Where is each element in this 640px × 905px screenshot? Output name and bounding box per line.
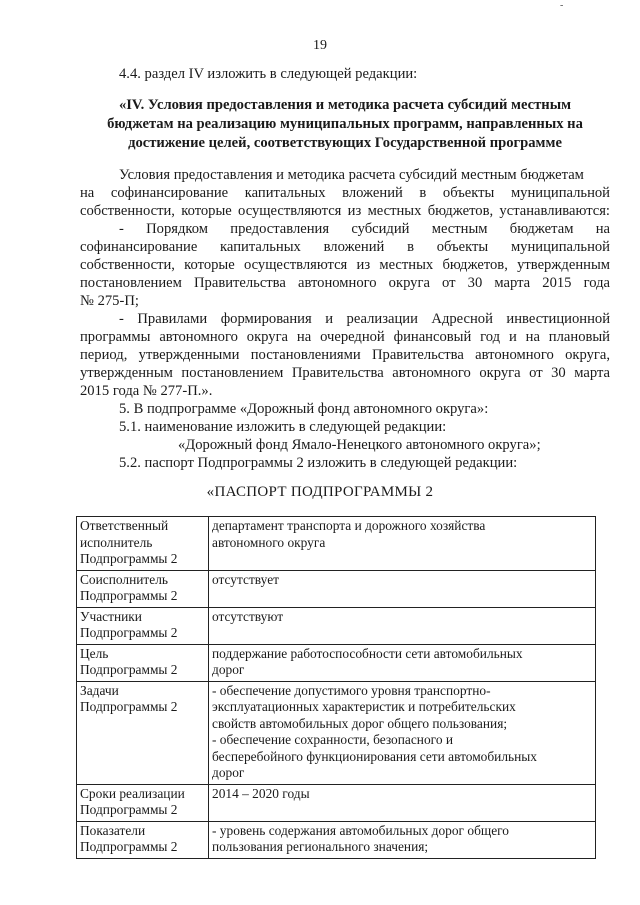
row-label-line: Показатели — [80, 822, 146, 838]
body-line: постановлением Правительства автономного округа от 30 марта 2015 года — [80, 275, 610, 291]
row-label-cell — [77, 607, 209, 644]
row-value-line: - уровень содержания автомобильных дорог общего — [212, 822, 509, 838]
row-label-cell — [77, 784, 209, 821]
page-number: 19 — [313, 38, 327, 53]
row-label-cell — [77, 821, 209, 858]
intro-line: 4.4. раздел IV изложить в следующей редакции: — [119, 66, 418, 82]
row-value-line: дорог — [212, 662, 245, 677]
body-line: утвержденным постановлением Правительства автономного округа от 30 марта — [80, 365, 610, 381]
row-value-line: автономного округа — [212, 534, 326, 550]
body-line: программы автономного округа на очередной финансовый год и на плановый — [80, 329, 610, 345]
body-line: собственности, которые осуществляются из местных бюджетов, устанавливаются: — [80, 203, 610, 219]
table-row — [77, 517, 596, 571]
heading-line: достижение целей, соответствующих Государственной программе — [128, 135, 562, 151]
row-label-line: Сроки реализации — [80, 785, 185, 801]
row-label-cell — [77, 517, 209, 571]
heading-line: «IV. Условия предоставления и методика расчета субсидий местным — [118, 97, 572, 113]
body-line: - Порядком предоставления субсидий местным бюджетам на — [119, 221, 610, 237]
row-value-cell — [209, 570, 596, 607]
row-value-line: - обеспечение допустимого уровня транспортно- — [212, 682, 491, 698]
table-row — [77, 644, 596, 681]
row-label-line: Подпрограммы 2 — [80, 625, 178, 640]
row-label-cell — [77, 681, 209, 784]
body-line: - Правилами формирования и реализации Адресной инвестиционной — [119, 311, 610, 327]
body-line: № 275-П; — [80, 293, 139, 309]
row-value-line: дорог — [212, 765, 245, 780]
row-value-line: - обеспечение сохранности, безопасного и — [212, 732, 454, 747]
row-label-line: Подпрограммы 2 — [80, 839, 178, 854]
row-value-line: пользования регионального значения; — [212, 839, 429, 854]
body-line: 5. В подпрограмме «Дорожный фонд автономного округа»: — [119, 401, 489, 417]
row-value-cell — [209, 784, 596, 821]
body-line: 2015 года № 277-П.». — [80, 383, 213, 399]
row-value-line: бесперебойного функционирования сети автомобильных — [212, 748, 537, 764]
row-value-line: свойств автомобильных дорог общего пользования; — [212, 715, 508, 731]
row-value-line: отсутствуют — [212, 608, 284, 624]
body-line: период, утвержденными постановлениями Правительства автономного округа, — [80, 347, 610, 363]
body-line: софинансирование капитальных вложений в объекты муниципальной — [80, 239, 610, 255]
passport-title: «ПАСПОРТ ПОДПРОГРАММЫ 2 — [206, 484, 434, 500]
row-value-line: эксплуатационных характеристик и потребительских — [212, 699, 516, 714]
row-label-cell — [77, 570, 209, 607]
row-label-line: Участники — [80, 608, 142, 624]
row-label-line: Цель — [80, 645, 109, 661]
row-label-line: Задачи — [80, 682, 119, 698]
body-line: 5.2. паспорт Подпрограммы 2 изложить в следующей редакции: — [119, 455, 518, 471]
row-value-line: отсутствует — [212, 571, 279, 587]
row-value-line: департамент транспорта и дорожного хозяйства — [212, 518, 486, 533]
top-mark: - — [560, 0, 564, 11]
table-row — [77, 681, 596, 784]
row-label-line: исполнитель — [80, 534, 153, 550]
row-label-line: Подпрограммы 2 — [80, 802, 178, 817]
row-value-cell — [209, 517, 596, 571]
row-label-line: Подпрограммы 2 — [80, 551, 178, 566]
body-line: собственности, которые осуществляются из местных бюджетов, утвержденным — [80, 257, 610, 273]
row-label-cell — [77, 644, 209, 681]
table-row — [77, 821, 596, 858]
table-row — [77, 570, 596, 607]
row-value-line: поддержание работоспособности сети автомобильных — [212, 645, 523, 661]
row-value-cell — [209, 821, 596, 858]
row-value-cell — [209, 607, 596, 644]
body-line: на софинансирование капитальных вложений в объекты муниципальной — [80, 185, 610, 201]
row-value-cell — [209, 644, 596, 681]
section-heading — [80, 96, 610, 153]
table-row — [77, 607, 596, 644]
row-label-line: Подпрограммы 2 — [80, 588, 178, 603]
row-value-cell — [209, 681, 596, 784]
row-label-line: Соисполнитель — [80, 571, 169, 587]
body-line: Условия предоставления и методика расчета субсидий местным бюджетам — [119, 167, 584, 183]
passport-table — [76, 516, 596, 859]
row-label-line: Подпрограммы 2 — [80, 662, 178, 677]
row-value-line: 2014 – 2020 годы — [212, 785, 310, 801]
row-label-line: Ответственный — [80, 518, 169, 533]
body-line: «Дорожный фонд Ямало-Ненецкого автономного округа»; — [178, 437, 541, 453]
heading-line: бюджетам на реализацию муниципальных программ, направленных на — [107, 116, 583, 132]
table-row — [77, 784, 596, 821]
body-line: 5.1. наименование изложить в следующей редакции: — [119, 419, 447, 435]
row-label-line: Подпрограммы 2 — [80, 699, 178, 714]
